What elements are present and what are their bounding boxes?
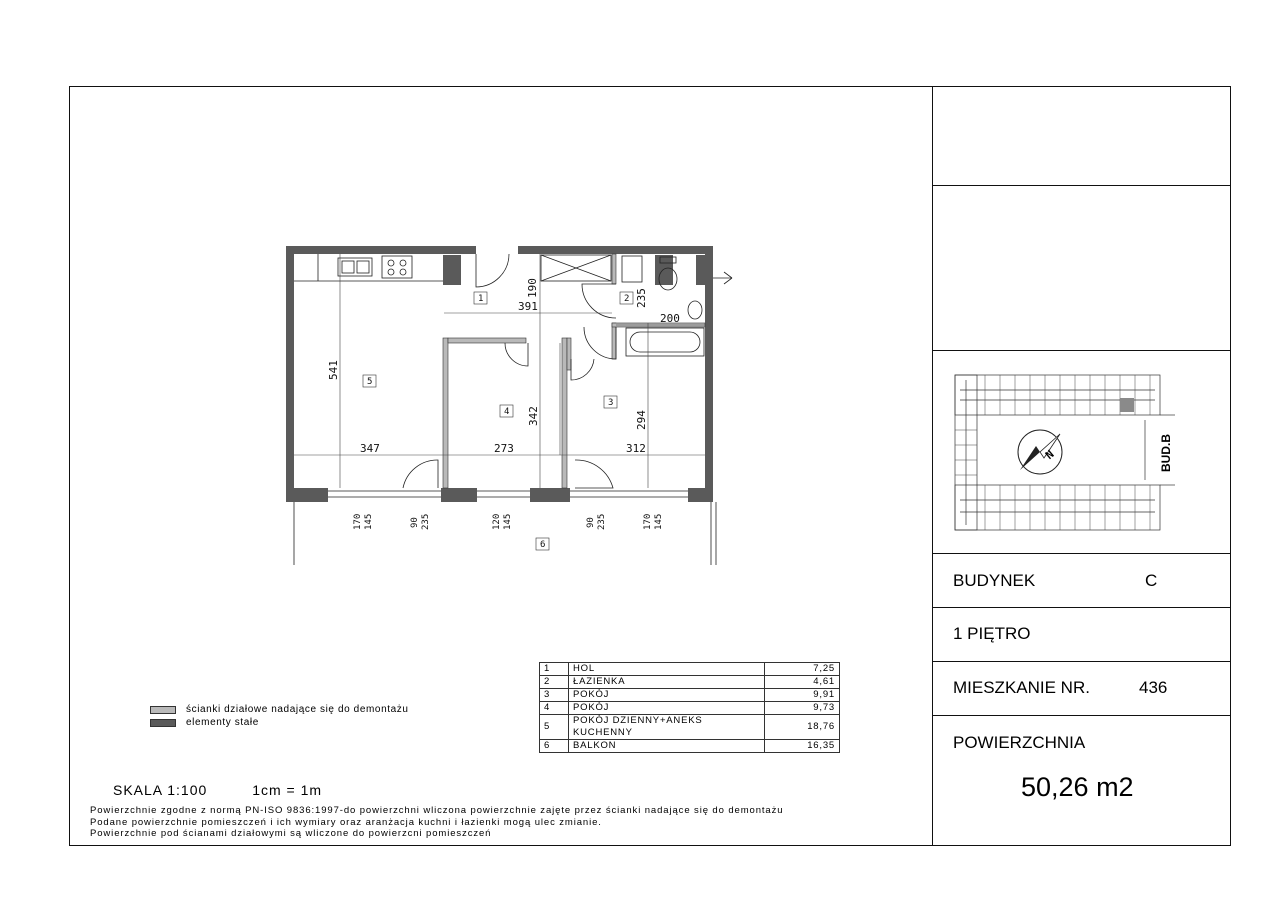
- dim-273: 273: [494, 442, 514, 455]
- scale-unit: 1cm = 1m: [252, 782, 323, 798]
- dim-342: 342: [527, 406, 540, 426]
- title-block-line: [932, 661, 1231, 662]
- title-block-line: [932, 185, 1231, 186]
- note-line: Powierzchnie pod ścianami działowymi są wliczone do powierzcni pomieszczeń: [90, 828, 492, 839]
- compass-icon: [1018, 430, 1062, 474]
- room-row: [540, 740, 840, 753]
- window-dim: 90: [410, 517, 420, 528]
- dim-391: 391: [518, 300, 538, 313]
- site-label: BUD.B: [1159, 434, 1173, 472]
- room-number: 5: [540, 715, 569, 740]
- room-row: [540, 676, 840, 689]
- building-value: C: [1145, 571, 1158, 590]
- dim-235: 235: [635, 288, 648, 308]
- room-tag: 4: [504, 407, 510, 417]
- window-dim: 90: [586, 517, 596, 528]
- room-tag: 3: [608, 398, 614, 408]
- room-row: [540, 689, 840, 702]
- title-block-line: [932, 553, 1231, 554]
- legend-swatch-dark: [150, 719, 176, 727]
- scale-ratio: SKALA 1:100: [113, 782, 208, 798]
- legend-fixed: [150, 717, 259, 728]
- dim-312: 312: [626, 442, 646, 455]
- apartment-label: MIESZKANIE NR.: [953, 678, 1090, 697]
- window-dim: 120: [492, 513, 502, 530]
- room-number: 4: [540, 702, 569, 715]
- window-dim: 145: [364, 513, 374, 530]
- scale-label: [113, 782, 362, 798]
- room-name: POKÓJ: [569, 702, 765, 715]
- building-label: BUDYNEK: [953, 571, 1036, 590]
- room-name: ŁAZIENKA: [569, 676, 765, 689]
- legend-label: ścianki działowe nadające się do demontażu: [186, 704, 409, 715]
- area-label: POWIERZCHNIA: [953, 733, 1086, 752]
- dim-541: 541: [327, 360, 340, 380]
- dim-190: 190: [526, 278, 539, 298]
- room-tag: 1: [478, 294, 484, 304]
- room-tag: 6: [540, 540, 546, 550]
- apartment-highlight: [1120, 398, 1134, 412]
- legend-partition: [150, 704, 409, 715]
- title-block-line: [932, 350, 1231, 351]
- room-area: 18,76: [765, 715, 840, 740]
- title-block-line: [932, 607, 1231, 608]
- dim-347: 347: [360, 442, 380, 455]
- dim-294: 294: [635, 410, 648, 430]
- area-value: 50,26 m2: [1021, 772, 1134, 802]
- room-name: BALKON: [569, 740, 765, 753]
- dim-200: 200: [660, 312, 680, 325]
- room-area-table: [539, 662, 840, 753]
- room-row: [540, 663, 840, 676]
- note-line: Podane powierzchnie pomieszczeń i ich wymiary oraz aranżacja kuchni i łazienki mogą ulec zmianie.: [90, 816, 602, 828]
- room-area: 7,25: [765, 663, 840, 676]
- fixed-walls: [286, 246, 713, 502]
- apartment-number: 436: [1139, 678, 1168, 697]
- room-area: 4,61: [765, 676, 840, 689]
- partition-walls: [443, 254, 705, 488]
- legend-label: elementy stałe: [186, 717, 259, 728]
- floor-plan: [270, 235, 740, 565]
- room-number: 3: [540, 689, 569, 702]
- title-block-divider: [932, 86, 933, 846]
- window-dim: 235: [597, 513, 607, 530]
- room-area: 9,73: [765, 702, 840, 715]
- room-area: 9,91: [765, 689, 840, 702]
- room-name: POKÓJ: [569, 689, 765, 702]
- legend-swatch-light: [150, 706, 176, 714]
- room-name: HOL: [569, 663, 765, 676]
- notes: [90, 805, 783, 840]
- room-area: 16,35: [765, 740, 840, 753]
- window-dim: 145: [654, 513, 664, 530]
- kitchen-counter: [294, 254, 443, 281]
- room-row: [540, 715, 840, 740]
- window-dim: 170: [643, 513, 653, 530]
- window-dim: 170: [353, 513, 363, 530]
- compass-letter: N: [1043, 447, 1057, 462]
- room-number: 6: [540, 740, 569, 753]
- window-dim: 235: [421, 513, 431, 530]
- note-line: Powierzchnie zgodne z normą PN-ISO 9836:1997-do powierzchni wliczona powierzchnie zajęte przez ścianki nadające się do demontażu: [90, 805, 784, 816]
- room-number: 2: [540, 676, 569, 689]
- window-dim: 145: [503, 513, 513, 530]
- site-key-plan: [945, 365, 1225, 540]
- room-number: 1: [540, 663, 569, 676]
- title-block-line: [932, 715, 1231, 716]
- floor-label: 1 PIĘTRO: [953, 624, 1031, 643]
- room-name: POKÓJ DZIENNY+ANEKS KUCHENNY: [569, 715, 765, 740]
- room-row: [540, 702, 840, 715]
- room-tag: 2: [624, 294, 630, 304]
- room-tag: 5: [367, 377, 373, 387]
